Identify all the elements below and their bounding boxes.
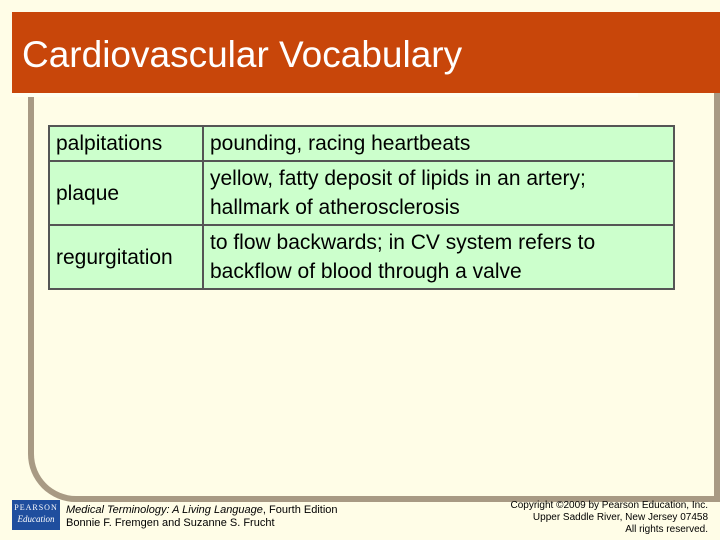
definition-line: to flow backwards; in CV system refers to: [210, 231, 596, 254]
table-row: [49, 161, 674, 225]
pearson-logo: PEARSON Education: [12, 500, 60, 530]
term-cell: regurgitation: [49, 225, 203, 289]
slide-title: Cardiovascular Vocabulary: [22, 34, 463, 75]
book-authors: Bonnie F. Fremgen and Suzanne S. Frucht: [66, 517, 275, 529]
definition-cell: [203, 225, 674, 289]
footer-copyright: Copyright ©2009 by Pearson Education, Inc. Upper Saddle River, New Jersey 07458 All rights reserved.: [510, 500, 708, 535]
definition-line: hallmark of atherosclerosis: [210, 196, 460, 219]
slide-frame-right: [714, 93, 720, 502]
definition-line: backflow of blood through a valve: [210, 260, 522, 283]
book-edition: , Fourth Edition: [262, 504, 338, 516]
definition-cell: [203, 126, 674, 161]
definition-cell: [203, 161, 674, 225]
table-row: [49, 225, 674, 289]
vocabulary-table: [48, 125, 675, 290]
footer-citation: [66, 504, 338, 530]
table-row: [49, 126, 674, 161]
term-cell: palpitations: [49, 126, 203, 161]
definition-line: yellow, fatty deposit of lipids in an artery;: [210, 167, 586, 190]
book-title: Medical Terminology: A Living Language: [66, 504, 263, 516]
term-cell: plaque: [49, 161, 203, 225]
definition-line: pounding, racing heartbeats: [210, 132, 471, 155]
